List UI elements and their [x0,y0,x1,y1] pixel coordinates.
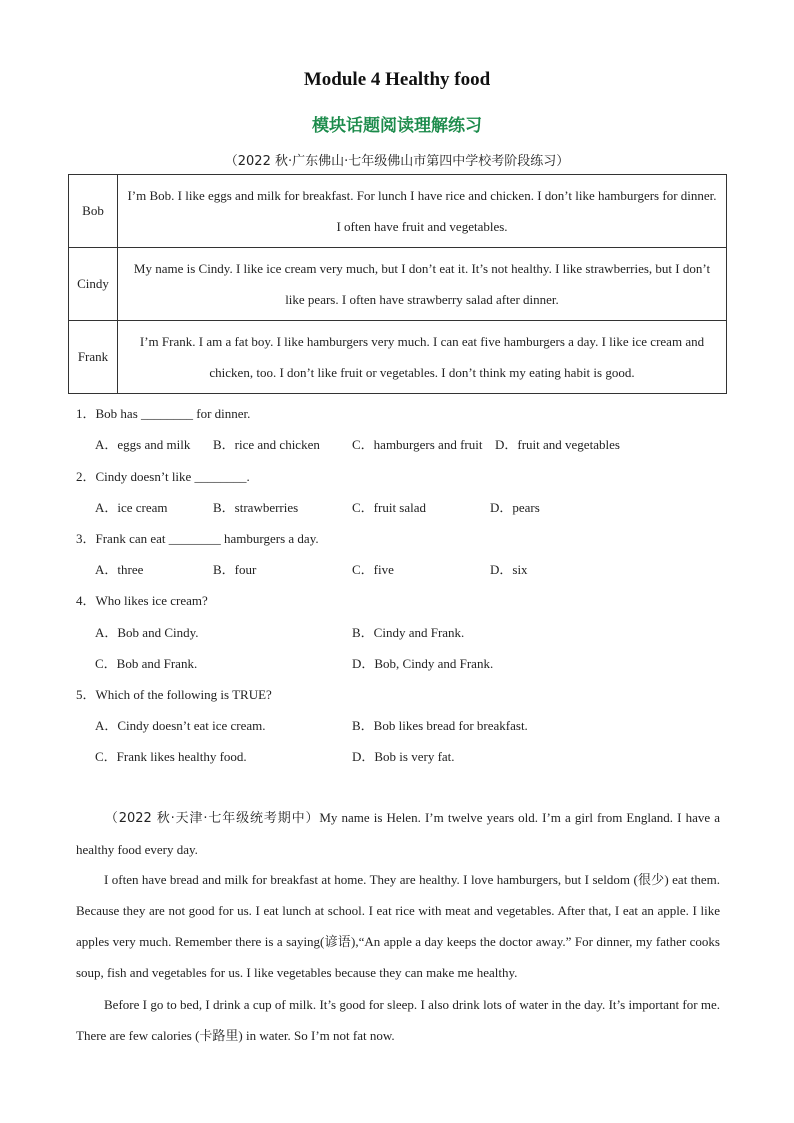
table-row [69,248,727,321]
option-c: C．Frank likes healthy food. [95,749,247,764]
option-a: A．ice cream [95,500,168,515]
row-name: Cindy [69,248,118,321]
option-c: C．fruit salad [352,500,427,515]
option-c: C．five [352,562,394,577]
source-note: （2022 秋·广东佛山·七年级佛山市第四中学校考阶段练习） [224,154,570,169]
question-stem: 5．Which of the following is TRUE? [76,687,272,702]
option-a: A．Cindy doesn’t eat ice cream. [95,718,266,733]
passage-intro: My name is Helen. I’m twelve years old. I’m a girl from England. I have a healthy food every day. [76,810,720,857]
row-text: My name is Cindy. I like ice cream very much, but I don’t eat it. It’s not healthy. I like strawberries, but I don’t like pears. I often have strawberry salad after dinner. [118,248,727,321]
row-name: Frank [69,321,118,394]
option-c: C．Bob and Frank. [95,656,198,671]
question-stem: 1．Bob has ________ for dinner. [76,406,251,421]
option-d: D．pears [490,500,540,515]
option-b: B．Bob likes bread for breakfast. [352,718,528,733]
row-text: I’m Bob. I like eggs and milk for breakfast. For lunch I have rice and chicken. I don’t like hamburgers for dinner. I often have fruit and vegetables. [118,175,727,248]
info-table [68,174,727,394]
option-a: A．Bob and Cindy. [95,625,199,640]
option-b: B．rice and chicken [213,437,320,452]
passage-paragraph [76,802,720,865]
option-c: C．hamburgers and fruit [352,437,483,452]
option-d: D．Bob is very fat. [352,749,455,764]
table-row [69,321,727,394]
page-subtitle: 模块话题阅读理解练习 [312,116,482,136]
option-a: A．eggs and milk [95,437,191,452]
option-b: B．Cindy and Frank. [352,625,465,640]
row-name: Bob [69,175,118,248]
page-title: Module 4 Healthy food [303,69,491,90]
passage-source: （2022 秋·天津·七年级统考期中） [104,811,320,826]
question-stem: 2．Cindy doesn’t like ________. [76,469,250,484]
row-text: I’m Frank. I am a fat boy. I like hamburgers very much. I can eat five hamburgers a day. I like ice cream and chicken, too. I don’t like fruit or vegetables. I don’t think my eating habit is good. [118,321,727,394]
option-a: A．three [95,562,144,577]
option-d: D．six [490,562,528,577]
question-stem: 4．Who likes ice cream? [76,593,208,608]
passage-paragraph: Before I go to bed, I drink a cup of milk. It’s good for sleep. I also drink lots of water in the day. It’s important for me. There are few calories (卡路里) in water. So I’m not fat now. [76,997,720,1043]
question-stem: 3．Frank can eat ________ hamburgers a day. [76,531,319,546]
option-b: B．strawberries [213,500,299,515]
option-b: B．four [213,562,257,577]
passage-paragraph: I often have bread and milk for breakfast at home. They are healthy. I love hamburgers, but I seldom (很少) eat them. Because they are not good for us. I eat lunch at school. I eat rice with meat and vegetables. After that, I eat an apple. I like apples very much. Remember there is a saying(谚语),“An apple a day keeps the doctor away.” For dinner, my father cooks soup, fish and vegetables for us. I like vegetables because they can make me healthy. [76,872,720,980]
table-row [69,175,727,248]
option-d: D．Bob, Cindy and Frank. [352,656,494,671]
option-d: D．fruit and vegetables [495,437,620,452]
